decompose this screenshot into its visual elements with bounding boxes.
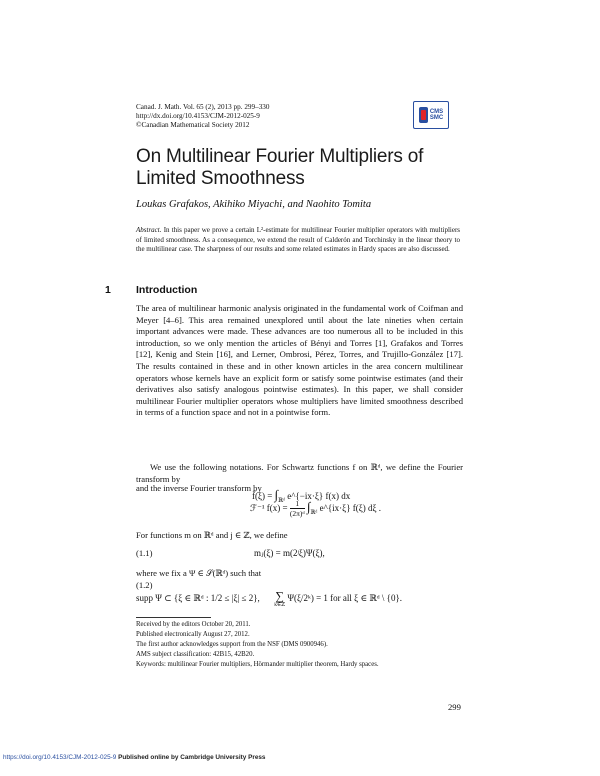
footnote-received: Received by the editors October 20, 2011. [136,621,251,628]
equation-inverse-fourier [250,499,381,518]
footnote-ams: AMS subject classification: 42B15, 42B20. [136,651,255,658]
eq-inverse-den: (2π)ᵈ [289,509,305,519]
copyright: ©Canadian Mathematical Society 2012 [136,121,250,129]
equation-1-2 [136,589,403,610]
footnote-keywords: Keywords: multilinear Fourier multipliers, Hörmander multiplier theorem, Hardy spaces. [136,661,379,668]
cms-logo-mark [419,107,428,123]
journal-citation: Canad. J. Math. Vol. 65 (2), 2013 pp. 299–330 [136,103,270,111]
eq12-sum-symbol: ∑ [275,589,284,603]
intro-paragraph-2: We use the following notations. For Schwartz functions f on ℝᵈ, we define the Fourier transform by [136,462,463,484]
eq-inverse-rhs: e^{ix·ξ} f(ξ) dξ . [319,503,382,513]
text-inverse: and the inverse Fourier transform by [136,483,262,493]
footnote-support: The first author acknowledges support from the NSF (DMS 0900946). [136,641,328,648]
eq-inverse-num: 1 [290,499,305,509]
equation-1-1 [136,548,463,558]
logo-text-cms: CMS [429,109,444,115]
eq-inverse-fraction [290,499,305,518]
eq11-formula: mⱼ(ξ) = m(2ʲξ)Ψ(ξ), [254,548,325,558]
abstract-label: Abstract. [136,226,162,234]
text-define: For functions m on ℝᵈ and j ∈ ℤ, we define [136,530,288,540]
eq-inverse-domain: ℝᵈ [310,510,318,516]
cms-logo-text [430,109,443,121]
eq11-label: (1.1) [136,548,153,558]
text-inverse-intro [136,483,262,493]
eq-fourier-domain: ℝᵈ [278,498,286,504]
paper-title: On Multilinear Fourier Multipliers of Limited Smoothness [136,146,424,189]
bottom-published: Published online by Cambridge University Press [118,754,266,761]
abstract-text: In this paper we prove a certain L²-estimate for multilinear Fourier multiplier operators with multipliers of limited smoothness. As a consequence, we extend the result of Calderón and Torchinsky in the linear theory to the multilinear case. The sharpness of our results and some related estimates in Hardy spaces are also discussed. [136,226,461,253]
cms-logo-icon [413,101,449,129]
section-heading [105,284,197,296]
eq-fourier-rhs: e^{−ix·ξ} f(x) dx [287,491,351,501]
doi-link[interactable]: http://dx.doi.org/10.4153/CJM-2012-025-9 [136,112,260,120]
text-where: where we fix a Ψ ∈ 𝒮(ℝᵈ) such that [136,568,262,578]
eq-inverse-lhs: ℱ⁻¹ f(x) = [250,503,288,513]
eq12-right: Ψ(ξ/2ᵏ) = 1 for all ξ ∈ ℝᵈ \ {0}. [287,593,403,603]
eq-fourier-integral: ∫ [274,487,279,502]
eq12-sum [274,589,286,610]
eq12-sum-index: k∈ℤ [274,602,286,608]
abstract [136,226,460,255]
eq12-label: (1.2) [136,580,153,590]
paper-authors: Loukas Grafakos, Akihiko Miyachi, and Naohito Tomita [136,199,372,210]
eq-inverse-integral: ∫ [306,499,311,514]
footnote-published: Published electronically August 27, 2012. [136,631,250,638]
logo-text-smc: SMC [429,115,444,121]
section-number: 1 [105,284,111,296]
bottom-doi-link[interactable]: https://doi.org/10.4153/CJM-2012-025-9 [3,754,117,761]
intro-paragraph-1: The area of multilinear harmonic analysis originated in the fundamental work of Coifman and Meyer [4–6]. This area remained unexplored until about the late nineties when certain important advances were made. These advances are too numerous all to be included in this introduction, so we only mention the articles of Bényi and Torres [1], Grafakos and Torres [12], Kenig and Stein [16], and Lerner, Ombrosi, Pérez, Torres, and Trujillo-González [17]. The results contained in these and in other known articles in the area concern multilinear operators whose kernels have an explicit form or satisfy some pointwise estimates (and their derivatives also satisfy analogous pointwise estimates). In this paper, we shall consider multilinear Fourier multiplier operators whose multipliers have limited smoothness described in terms of a function space and not in a pointwise form. [136,303,463,418]
eq12-left: supp Ψ ⊂ {ξ ∈ ℝᵈ : 1/2 ≤ |ξ| ≤ 2}, [136,593,260,603]
journal-header [136,103,270,130]
bottom-bar [3,754,266,761]
eq-fourier-lhs: f̂(ξ) = [252,491,273,501]
footnotes [136,620,379,670]
section-title: Introduction [136,284,198,296]
footnote-divider [136,617,211,618]
page-number: 299 [448,702,461,712]
